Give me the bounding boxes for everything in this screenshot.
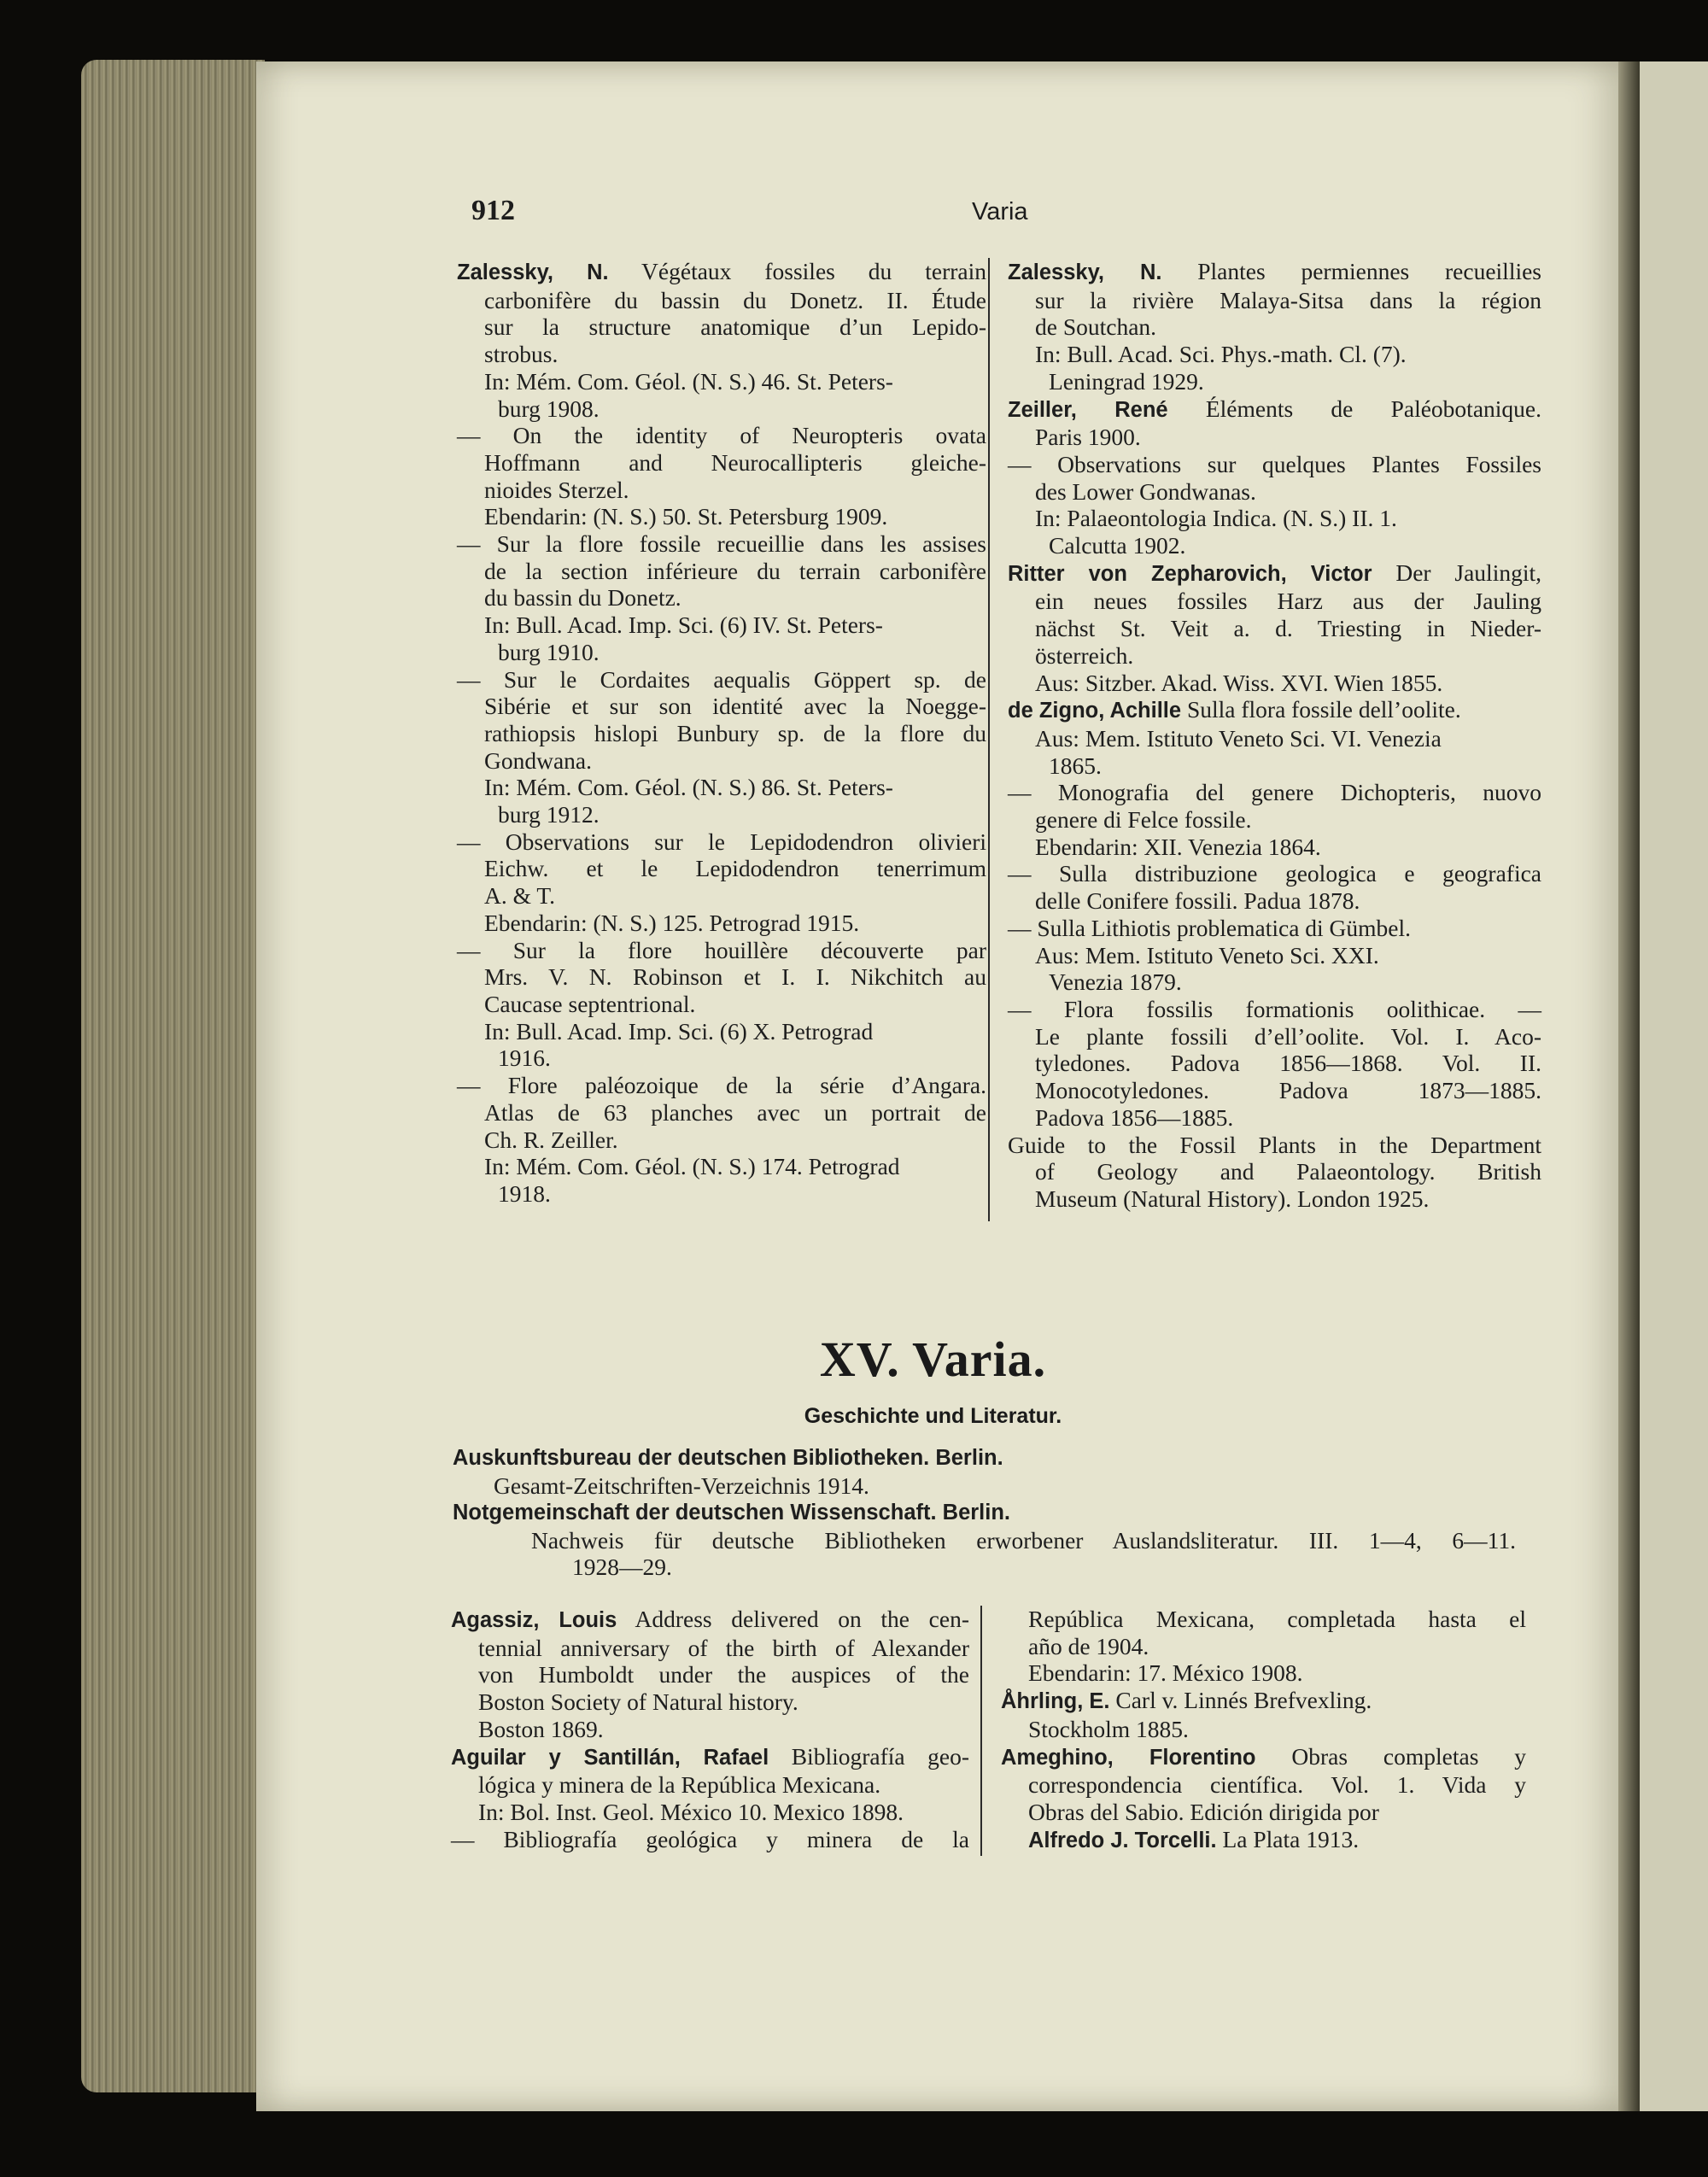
entry-text: año de 1904. (1028, 1632, 1149, 1659)
entry-publication: burg 1908. (498, 395, 600, 422)
entry-text: de Soutchan. (1035, 313, 1157, 341)
entry-text: Guide to the Fossil Plants in the Department (1008, 1131, 1541, 1158)
entry-line (1008, 1185, 1541, 1213)
entry-text: La Plata 1913. (1216, 1825, 1360, 1852)
entry-text: lógica y minera de la República Mexicana. (478, 1771, 881, 1799)
entry-dash: — (1008, 914, 1038, 941)
bibliography-entry (1001, 1687, 1526, 1742)
entry-line (457, 449, 986, 477)
entry-text: Eichw. et le Lepidodendron tenerrimum (484, 855, 986, 882)
bibliography-entry (1008, 779, 1541, 860)
entry-text: Bibliografía geo- (791, 1742, 970, 1770)
entry-line (451, 1771, 969, 1799)
bibliography-entry (457, 1072, 986, 1208)
entry-text: Sur le Cordaites aequalis Göppert sp. de (503, 665, 986, 693)
entry-dash: — (457, 665, 504, 693)
entry-publication: In: Bol. Inst. Geol. México 10. Mexico 1898. (478, 1798, 904, 1825)
entry-text: du bassin du Donetz. (484, 584, 681, 612)
bibliography-entry (1008, 696, 1541, 779)
bibliography-entry (1001, 1743, 1526, 1855)
entry-line (1008, 996, 1541, 1023)
entry-text: sur la structure anatomique d’un Lepido- (484, 313, 986, 341)
entry-line (1008, 615, 1541, 642)
entry-line (1008, 1023, 1541, 1050)
entry-publication: In: Mém. Com. Géol. (N. S.) 46. St. Peters- (484, 367, 893, 395)
entry-publication: Ebendarin: (N. S.) 125. Petrograd 1915. (484, 909, 860, 936)
entry-dash: — (1008, 779, 1058, 806)
entry-publication: Venezia 1879. (1049, 969, 1182, 996)
entry-text: de la section inférieure du terrain carbonifère (484, 557, 986, 584)
entry-text: of Geology and Palaeontology. British (1035, 1158, 1541, 1185)
entry-line (457, 313, 986, 341)
entry-text: Sibérie et sur son identité avec la Noegge- (484, 693, 986, 720)
entry-text: Address delivered on the cen- (635, 1606, 969, 1632)
entry-line (1008, 478, 1541, 506)
entry-text: Gondwana. (484, 746, 593, 774)
entry-line (457, 720, 986, 747)
entry-text: correspondencia científica. Vol. 1. Vida y (1028, 1771, 1526, 1799)
bibliography-entry (1008, 915, 1541, 996)
entry-line (451, 1688, 969, 1716)
entry-text: Sulla Lithiotis problematica di Gümbel. (1037, 914, 1412, 941)
entry-line (1008, 313, 1541, 341)
entry-text: Sur la flore fossile recueillie dans les assises (496, 530, 986, 558)
entry-dash: — (1008, 860, 1059, 887)
entry-line (1008, 588, 1541, 615)
entry-publication: Aus: Mem. Istituto Veneto Sci. XXI. (1035, 941, 1379, 969)
entry-dash: — (457, 530, 497, 558)
entry-text: sur la rivière Malaya-Sitsa dans la région (1035, 286, 1541, 313)
entry-line (457, 1072, 986, 1099)
entry-publication: Aus: Mem. Istituto Veneto Sci. VI. Venezia (1035, 724, 1442, 752)
entry-line (1001, 1687, 1526, 1716)
entry-line (457, 1127, 986, 1154)
entry-line (1008, 642, 1541, 670)
entry-publication: burg 1910. (498, 638, 600, 665)
wide-entry (453, 1445, 1516, 1499)
bibliography-entry (451, 1826, 969, 1853)
entry-line (457, 666, 986, 693)
entry-text: Ch. R. Zeiller. (484, 1126, 618, 1153)
entry-line (1008, 287, 1541, 314)
entry-line (457, 828, 986, 856)
entry-text: Obras del Sabio. Edición dirigida por (1028, 1798, 1379, 1825)
entry-line (1008, 424, 1541, 451)
entry-text: des Lower Gondwanas. (1035, 477, 1256, 505)
entry-line (1001, 1771, 1526, 1799)
entry-author: Agassiz, Louis (451, 1608, 617, 1632)
entry-line (457, 422, 986, 449)
entry-author: Ameghino, Florentino (1001, 1745, 1256, 1770)
entry-text: ein neues fossiles Harz aus der Jauling (1035, 588, 1541, 615)
entry-publication: Ebendarin: (N. S.) 50. St. Petersburg 1909. (484, 503, 888, 530)
entry-publication: 1916. (498, 1045, 551, 1072)
column-divider-top (988, 258, 990, 1221)
entry-line (1008, 1132, 1541, 1159)
entry-dash: — (451, 1825, 504, 1852)
entry-line (451, 1635, 969, 1662)
entry-publication: In: Mém. Com. Géol. (N. S.) 174. Petrograd (484, 1153, 900, 1180)
entry-line (457, 963, 986, 991)
entry-dash: — (457, 828, 506, 855)
entry-line (457, 1099, 986, 1127)
entry-line (1008, 258, 1541, 287)
entry-text: Paris 1900. (1035, 424, 1141, 451)
bibliography-entry (457, 937, 986, 1073)
entry-publication: Ebendarin: XII. Venezia 1864. (1035, 833, 1321, 860)
bibliography-entry (457, 530, 986, 666)
entry-publication: Stockholm 1885. (1028, 1715, 1189, 1742)
bibliography-entry (1008, 395, 1541, 451)
entry-publication: Calcutta 1902. (1049, 532, 1186, 559)
entry-author: Aguilar y Santillán, Rafael (451, 1745, 769, 1770)
entry-text: Sulla flora fossile dell’oolite. (1186, 696, 1461, 723)
section-title: XV. Varia. (819, 1331, 1047, 1387)
entry-line (1008, 915, 1541, 942)
entry-line (1008, 1104, 1541, 1132)
entry-text: nioides Sterzel. (484, 476, 629, 503)
entry-text: rathiopsis hislopi Bunbury sp. de la flore du (484, 719, 986, 746)
entry-text: genere di Felce fossile. (1035, 806, 1252, 834)
entry-publication: Boston 1869. (478, 1715, 604, 1742)
page-number: 912 (471, 195, 515, 226)
entry-text: Plantes permiennes recueillies (1197, 258, 1542, 284)
entry-text: Museum (Natural History). London 1925. (1035, 1185, 1430, 1212)
entry-line (1008, 806, 1541, 834)
entry-text: On the identity of Neuropteris ovata (512, 422, 986, 449)
bibliography-entry (1008, 451, 1541, 559)
entry-text: Hoffmann and Neurocallipteris gleiche- (484, 448, 986, 476)
entry-publication: In: Bull. Acad. Imp. Sci. (6) IV. St. Peters- (484, 612, 883, 639)
entry-line (451, 1826, 969, 1853)
entry-text: Mrs. V. N. Robinson et I. I. Nikchitch au (484, 963, 986, 991)
entry-author: Ritter von Zepharovich, Victor (1008, 561, 1372, 586)
entry-text: delle Conifere fossili. Padua 1878. (1035, 887, 1360, 915)
book-fore-edge (81, 60, 265, 2092)
entry-line (457, 937, 986, 964)
entry-text: Flora fossilis formationis oolithicae. — (1063, 995, 1541, 1022)
entry-text: Sur la flore houillère découverte par (512, 936, 987, 963)
entry-author: Zalessky, N. (457, 260, 609, 284)
subsection-title: Geschichte und Literatur. (804, 1404, 1062, 1428)
entry-publication: 1865. (1049, 752, 1102, 779)
entry-line (451, 1606, 969, 1635)
entry-line (457, 258, 986, 287)
entry-publication: 1918. (498, 1179, 551, 1207)
column-right-bottom (1001, 1606, 1526, 1854)
entry-author: de Zigno, Achille (1008, 699, 1182, 723)
entry-line (1008, 559, 1541, 588)
wide-entry (453, 1500, 1516, 1581)
entry-text: Végétaux fossiles du terrain (641, 258, 986, 284)
entry-line (1001, 1799, 1526, 1826)
entry-author: Alfredo J. Torcelli. (1028, 1828, 1217, 1852)
entry-text: carbonifère du bassin du Donetz. II. Étude (484, 286, 986, 313)
entry-line (1008, 696, 1541, 725)
entry-author: Notgemeinschaft der deutschen Wissenschaft. Berlin. (453, 1501, 1011, 1524)
bibliography-entry (457, 258, 986, 422)
entry-line (1001, 1633, 1526, 1660)
column-divider-bottom (980, 1606, 982, 1856)
entry-text: Der Jaulingit, (1395, 559, 1541, 586)
book-gutter (1618, 61, 1640, 2111)
entry-text: Caucase septentrional. (484, 990, 696, 1017)
entry-publication: Aus: Sitzber. Akad. Wiss. XVI. Wien 1855. (1035, 669, 1443, 696)
column-left-top (457, 258, 986, 1208)
entry-text: Obras completas y (1291, 1742, 1527, 1770)
entry-line (457, 693, 986, 720)
entry-dash: — (1008, 450, 1058, 477)
entry-text: República Mexicana, completada hasta el (1028, 1606, 1526, 1632)
facing-page-edge (1640, 61, 1708, 2111)
entry-line (1008, 1050, 1541, 1077)
entry-line (1008, 395, 1541, 424)
entry-dash: — (457, 936, 513, 963)
entry-line (457, 341, 986, 368)
entry-line (1008, 887, 1541, 915)
entry-line (1008, 1158, 1541, 1185)
entry-line (457, 855, 986, 882)
bibliography-entry (457, 828, 986, 937)
entry-text: Monocotyledones. Padova 1873—1885. (1035, 1077, 1541, 1104)
bibliography-entry (451, 1606, 969, 1743)
entry-text: Carl v. Linnés Brefvexling. (1115, 1687, 1372, 1714)
entry-text: österreich. (1035, 641, 1134, 669)
bibliography-entry (1008, 996, 1541, 1132)
entry-line (1008, 779, 1541, 806)
entry-line (457, 530, 986, 558)
entry-text: 1928—29. (572, 1554, 672, 1581)
entry-text: Flore paléozoique de la série d’Angara. (507, 1072, 987, 1099)
entry-text: Le plante fossili d’ell’oolite. Vol. I. Aco- (1035, 1022, 1541, 1050)
entry-line (457, 882, 986, 910)
entry-text: Padova 1856—1885. (1035, 1103, 1234, 1131)
entry-author: Auskunftsbureau der deutschen Bibliotheken. Berlin. (453, 1446, 1003, 1470)
entry-line (457, 747, 986, 775)
entry-text: Atlas de 63 planches avec un portrait de (484, 1098, 986, 1126)
entry-dash: — (457, 422, 513, 449)
entry-text: Éléments de Paléobotanique. (1205, 395, 1541, 422)
entry-dash: — (457, 1072, 508, 1099)
entry-text: Sulla distribuzione geologica e geografica (1058, 860, 1541, 887)
entry-publication: Ebendarin: 17. México 1908. (1028, 1659, 1303, 1687)
column-right-top (1008, 258, 1541, 1213)
entry-text: Gesamt-Zeitschriften-Verzeichnis 1914. (494, 1472, 869, 1499)
bibliography-entry (1008, 1132, 1541, 1213)
entry-dash: — (1008, 995, 1064, 1022)
entry-publication: In: Mém. Com. Géol. (N. S.) 86. St. Peters- (484, 774, 893, 801)
entry-text: Monografia del genere Dichopteris, nuovo (1057, 779, 1541, 806)
bibliography-entry (451, 1743, 969, 1826)
entry-text: strobus. (484, 341, 559, 368)
entry-text: Nachweis für deutsche Bibliotheken erworbener Auslandsliteratur. III. 1—4, 6—11. (531, 1526, 1516, 1554)
entry-text: tennial anniversary of the birth of Alexander (478, 1634, 969, 1661)
entry-text: nächst St. Veit a. d. Triesting in Nieder- (1035, 615, 1541, 642)
entry-line (457, 477, 986, 504)
entry-publication: Leningrad 1929. (1049, 367, 1204, 395)
entry-line (1008, 451, 1541, 478)
bibliography-entry (1001, 1606, 1526, 1687)
entry-publication: In: Palaeontologia Indica. (N. S.) II. 1. (1035, 505, 1397, 532)
bibliography-entry (457, 422, 986, 530)
entry-line (451, 1743, 969, 1772)
entry-line (1001, 1826, 1526, 1855)
entry-publication: In: Bull. Acad. Sci. Phys.-math. Cl. (7). (1035, 341, 1407, 368)
entry-line (1001, 1606, 1526, 1633)
entry-line (1008, 1077, 1541, 1104)
entry-publication: In: Bull. Acad. Imp. Sci. (6) X. Petrograd (484, 1017, 874, 1045)
entry-text: Boston Society of Natural history. (478, 1688, 798, 1716)
column-left-bottom (451, 1606, 969, 1852)
entry-text: Observations sur quelques Plantes Fossiles (1057, 450, 1541, 477)
entry-text: Observations sur le Lepidodendron olivieri (505, 828, 986, 855)
entry-text: Bibliografía geológica y minera de la (503, 1825, 969, 1852)
entry-line (457, 991, 986, 1018)
entry-line (451, 1661, 969, 1688)
entry-text: tyledones. Padova 1856—1868. Vol. II. (1035, 1050, 1541, 1077)
entry-publication: burg 1912. (498, 801, 600, 828)
bibliography-entry (457, 666, 986, 828)
entry-line (457, 584, 986, 612)
bibliography-entry (1008, 860, 1541, 914)
entry-line (1001, 1743, 1526, 1772)
entry-line (1008, 860, 1541, 887)
running-title: Varia (972, 198, 1028, 225)
bibliography-entry (1008, 258, 1541, 395)
entry-author: Zalessky, N. (1008, 260, 1162, 284)
entry-author: Zeiller, René (1008, 397, 1168, 422)
bibliography-entry (1008, 559, 1541, 697)
entry-text: A. & T. (484, 882, 556, 910)
entry-author: Åhrling, E. (1001, 1689, 1110, 1714)
entry-text: von Humboldt under the auspices of the (478, 1661, 969, 1688)
entry-line (457, 287, 986, 314)
entry-line (457, 558, 986, 585)
